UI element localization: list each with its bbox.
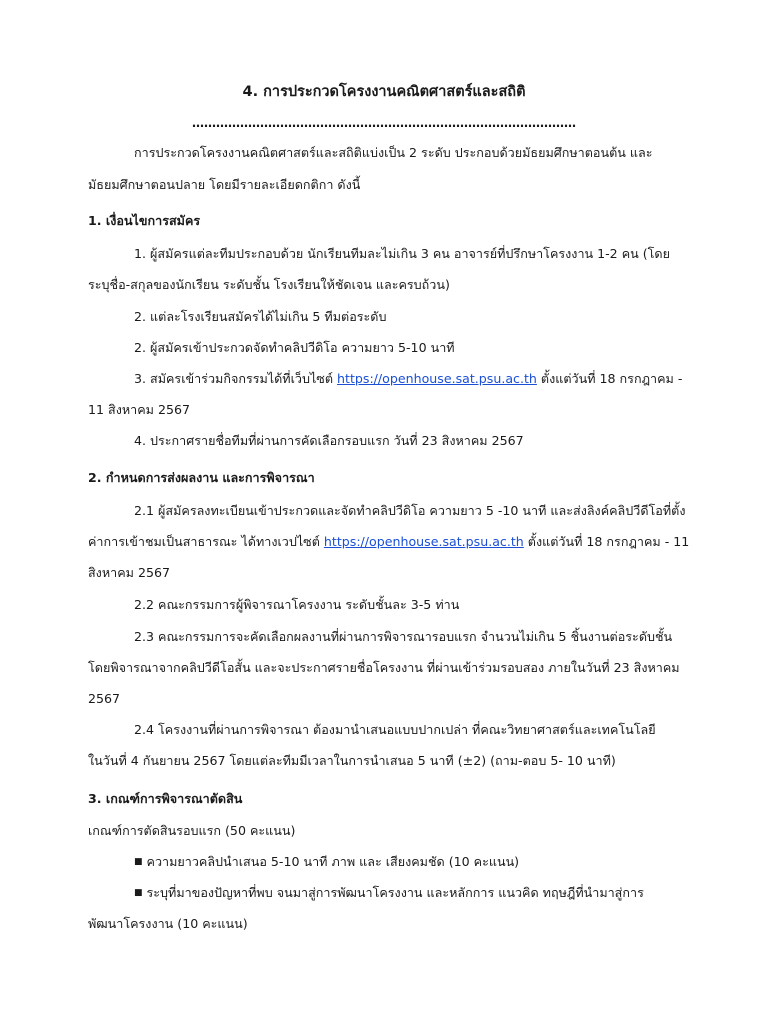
- criteria-bullet-2-text: ระบุที่มาของปัญหาที่พบ จนมาสู่การพัฒนาโครงงาน และหลักการ แนวคิด ทฤษฎีที่นำมาสู่การ: [146, 885, 644, 900]
- section-1-item-5: 4. ประกาศรายชื่อทีมที่ผ่านการคัดเลือกรอบแรก วันที่ 23 สิงหาคม 2567: [134, 433, 524, 448]
- section-1-item-1-line-1: 1. ผู้สมัครแต่ละทีมประกอบด้วย นักเรียนทีมละไม่เกิน 3 คน อาจารย์ที่ปรึกษาโครงงาน 1-2 คน (โดย: [134, 246, 670, 261]
- square-bullet-icon: ■: [134, 888, 143, 898]
- section-1-item-4: [134, 370, 683, 388]
- website-link[interactable]: https://openhouse.sat.psu.ac.th: [337, 371, 537, 386]
- section-2-item-1-date: ตั้งแต่วันที่ 18 กรกฎาคม - 11: [523, 534, 690, 549]
- section-3-subheading: เกณฑ์การตัดสินรอบแรก (50 คะแนน): [88, 823, 296, 838]
- section-2-item-3-line-3: 2567: [88, 691, 121, 706]
- section-2-item-1-line-1: 2.1 ผู้สมัครลงทะเบียนเข้าประกวดและจัดทำคลิปวีดิโอ ความยาว 5 -10 นาที และส่งลิงค์คลิปวีดีโอที่ตั้ง: [134, 503, 686, 518]
- title-dotted-rule: ……………………………………………………………………………………: [192, 116, 576, 130]
- section-1-item-4-date: ตั้งแต่วันที่ 18 กรกฎาคม -: [536, 371, 683, 386]
- section-1-item-4-line-2: 11 สิงหาคม 2567: [88, 402, 191, 417]
- section-1-heading: 1. เงื่อนไขการสมัคร: [88, 213, 201, 228]
- criteria-bullet-2: [134, 884, 680, 902]
- page-title: 4. การประกวดโครงงานคณิตศาสตร์และสถิติ: [242, 84, 526, 100]
- section-2-item-4-line-1: 2.4 โครงงานที่ผ่านการพิจารณา ต้องมานำเสนอแบบปากเปล่า ที่คณะวิทยาศาสตร์และเทคโนโลยี: [134, 722, 656, 737]
- section-1-item-2: 2. แต่ละโรงเรียนสมัครได้ไม่เกิน 5 ทีมต่อระดับ: [134, 309, 387, 324]
- criteria-bullet-2-line-2: พัฒนาโครงงาน (10 คะแนน): [88, 916, 248, 931]
- intro-line-1: การประกวดโครงงานคณิตศาสตร์และสถิติแบ่งเป็น 2 ระดับ ประกอบด้วยมัธยมศึกษาตอนต้น และ: [134, 145, 653, 160]
- section-1-item-1-line-2: ระบุชื่อ-สกุลของนักเรียน ระดับชั้น โรงเรียนให้ชัดเจน และครบถ้วน): [88, 277, 450, 292]
- section-3-heading: 3. เกณฑ์การพิจารณาตัดสิน: [88, 791, 243, 806]
- section-2-item-1-text: ค่าการเข้าชมเป็นสาธารณะ ได้ทางเวปไซต์: [88, 534, 324, 549]
- criteria-bullet-1: [134, 853, 680, 871]
- section-2-item-3-line-2: โดยพิจารณาจากคลิปวีดีโอสั้น และจะประกาศรายชื่อโครงงาน ที่ผ่านเข้าร่วมรอบสอง ภายในวันที่ 23 สิงหาคม: [88, 660, 680, 675]
- criteria-bullet-1-text: ความยาวคลิปนำเสนอ 5-10 นาที ภาพ และ เสียงคมชัด (10 คะแนน): [146, 854, 520, 869]
- intro-line-2: มัธยมศึกษาตอนปลาย โดยมีรายละเอียดกติกา ดังนี้: [88, 177, 361, 192]
- section-2-item-3-line-1: 2.3 คณะกรรมการจะคัดเลือกผลงานที่ผ่านการพิจารณารอบแรก จำนวนไม่เกิน 5 ชิ้นงานต่อระดับชั้น: [134, 629, 673, 644]
- section-2-heading: 2. กำหนดการส่งผลงาน และการพิจารณา: [88, 470, 315, 485]
- section-2-item-1-line-3: สิงหาคม 2567: [88, 565, 170, 580]
- section-1-item-3: 2. ผู้สมัครเข้าประกวดจัดทำคลิปวีดิโอ ความยาว 5-10 นาที: [134, 340, 455, 355]
- website-link-2[interactable]: https://openhouse.sat.psu.ac.th: [323, 534, 524, 549]
- square-bullet-icon: ■: [134, 857, 143, 867]
- section-1-item-4-text: 3. สมัครเข้าร่วมกิจกรรมได้ที่เว็บไซต์: [134, 371, 338, 386]
- section-2-item-4-line-2: ในวันที่ 4 กันยายน 2567 โดยแต่ละทีมมีเวลาในการนำเสนอ 5 นาที (±2) (ถาม-ตอบ 5- 10 นาที): [88, 753, 616, 768]
- section-2-item-1-line-2: [88, 533, 690, 551]
- section-2-item-2: 2.2 คณะกรรมการผู้พิจารณาโครงงาน ระดับชั้นละ 3-5 ท่าน: [134, 597, 460, 612]
